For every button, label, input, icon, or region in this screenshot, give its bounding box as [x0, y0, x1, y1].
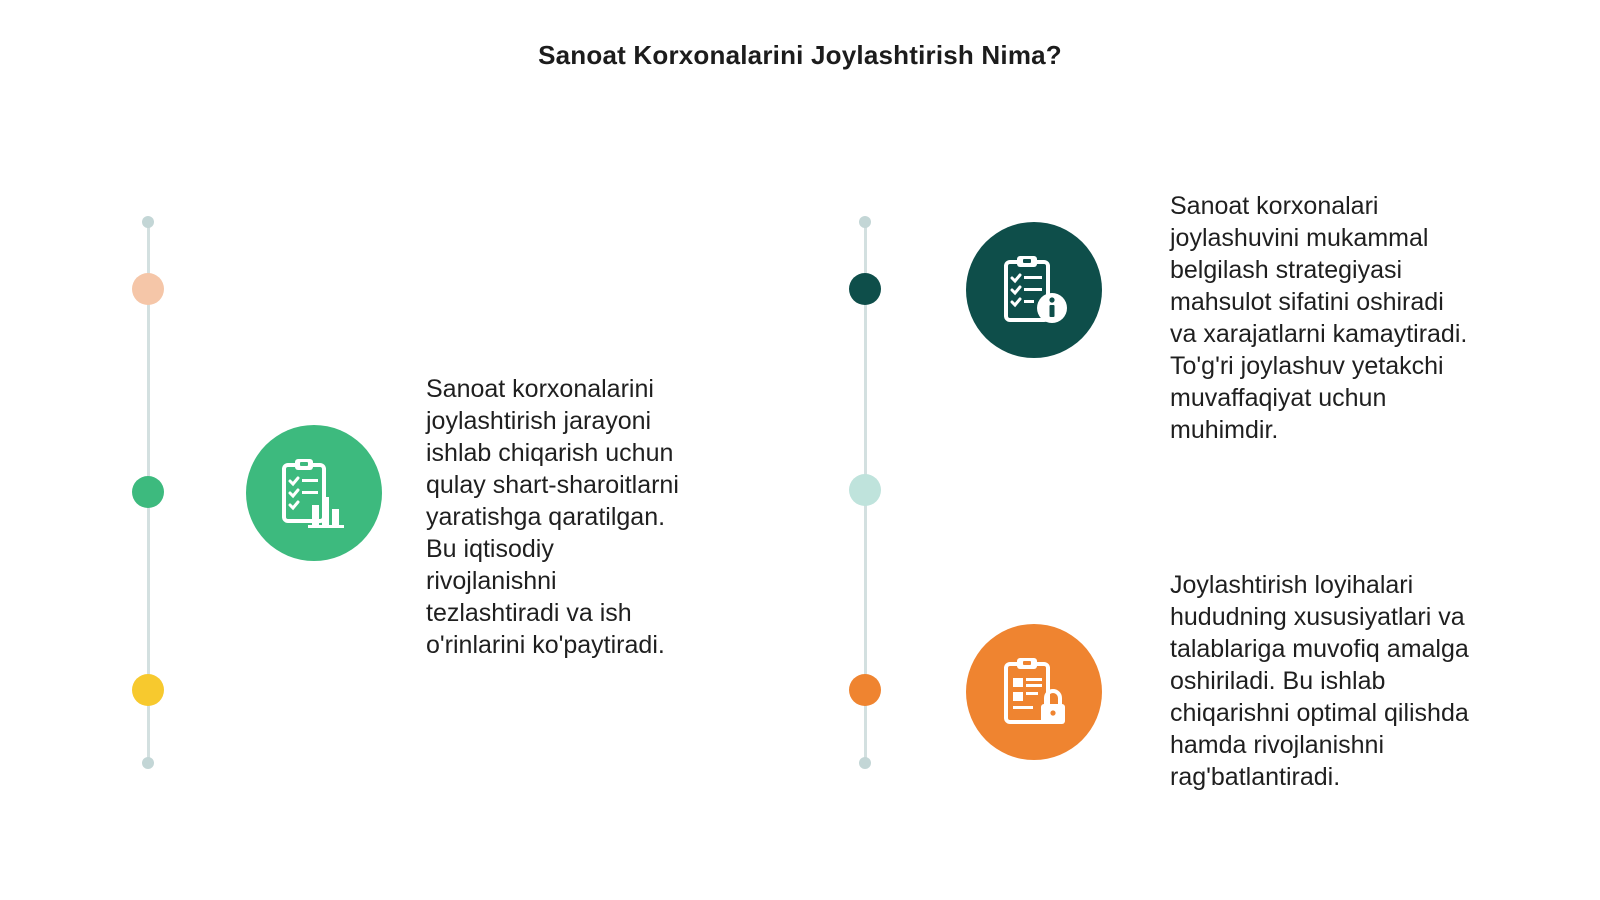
item-2-icon-circle	[966, 222, 1102, 358]
left-timeline-top-dot	[142, 216, 154, 228]
right-timeline-node-orange	[849, 674, 881, 706]
item-1-text: Sanoat korxonalarini joylashtirish jarayoni ishlab chiqarish uchun qulay shart-sharoitlarni yaratishga qaratilgan. Bu iqtisodiy rivojlanishni tezlashtiradi va ish o'rinlarini ko'paytiradi.	[426, 375, 679, 659]
left-timeline-node-peach	[132, 273, 164, 305]
page-title: Sanoat Korxonalarini Joylashtirish Nima?	[538, 40, 1062, 70]
item-2-text: Sanoat korxonalari joylashuvini mukammal belgilash strategiyasi mahsulot sifatini oshiradi va xarajatlarni kamaytiradi. To'g'ri joylashuv yetakchi muvaffaqiyat uchun muhimdir.	[1170, 192, 1468, 444]
right-timeline-bottom-dot	[859, 757, 871, 769]
left-timeline-bottom-dot	[142, 757, 154, 769]
clipboard-lock-icon	[994, 652, 1074, 732]
right-timeline-top-dot	[859, 216, 871, 228]
item-3-text: Joylashtirish loyihalari hududning xususiyatlari va talablariga muvofiq amalga oshiriladi. Bu ishlab chiqarishni optimal qilishda hamda rivojlanishni rag'batlantiradi.	[1170, 571, 1469, 791]
clipboard-info-icon	[994, 250, 1074, 330]
item-3-icon-circle	[966, 624, 1102, 760]
left-timeline-node-green	[132, 476, 164, 508]
left-timeline-node-yellow	[132, 674, 164, 706]
item-1-icon-circle	[246, 425, 382, 561]
clipboard-chart-icon	[274, 453, 354, 533]
right-timeline-node-dark-teal	[849, 273, 881, 305]
right-timeline-node-light-teal	[849, 474, 881, 506]
